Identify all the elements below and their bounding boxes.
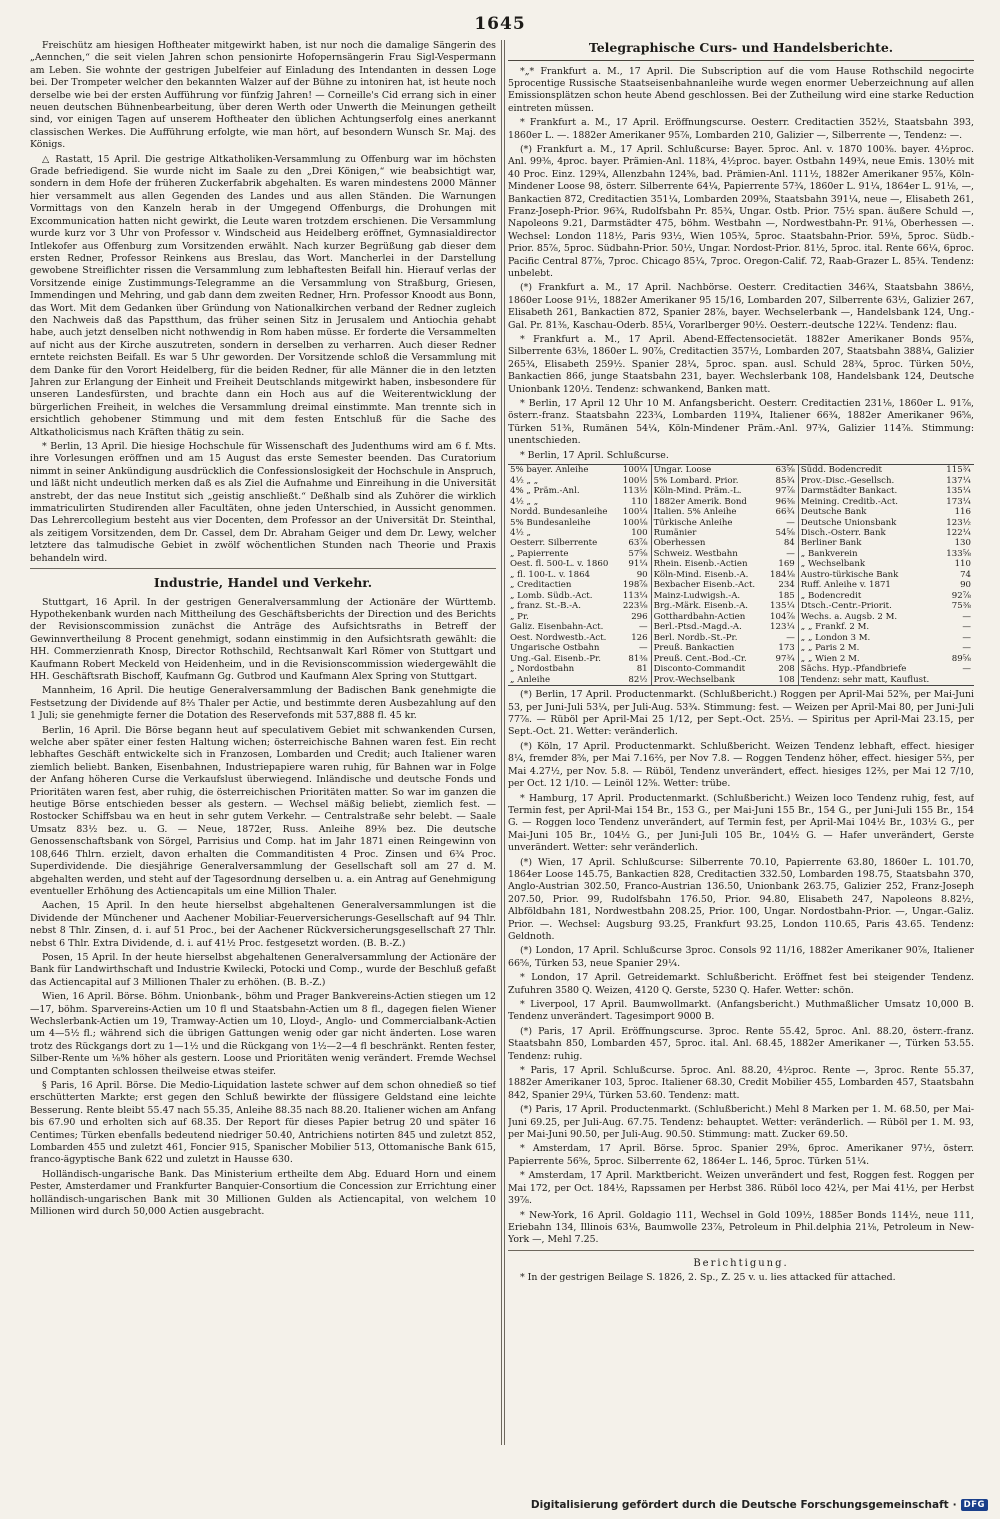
kurs-name: Deutsche Bank [800, 507, 867, 518]
kurs-name: Ungarische Ostbahn [510, 643, 600, 654]
article-paragraph: Mannheim, 16 April. Die heutige Generalversammlung der Badischen Bank genehmigte die Festsetzung der Dividende auf 8⅔ Thaler per Actie, und bestimmte deren Ausbezahlung auf den 1 Juli; sie genehmigte ferner die Dotation des Reservefonds mit 537,888 fl. 45 kr. [30, 685, 496, 722]
kurs-value: 123½ [946, 517, 971, 528]
kurs-name: Disch.-Österr. Bank [800, 528, 886, 538]
kurs-name: Meining. Creditb.-Act. [800, 496, 899, 507]
kurs-value: 185 [766, 591, 799, 601]
kurs-value: 90 [618, 570, 651, 580]
kurs-value: 110 [618, 497, 651, 507]
kurs-value: 108 [766, 675, 799, 686]
kurs-name: „ Pr. [510, 611, 529, 622]
report-paragraph: * Hamburg, 17 April. Productenmarkt. (Schlußbericht.) Weizen loco Tendenz ruhig, fest, auf Termin fest, per April-Mai 154 Br., 153 G., per Mai-Juni 155 Br., 154 G., per Juni-Juli 155 Br., 154 G. — Roggen loco Tendenz unverändert, auf Termin fest, per April-Mai 104½ Br., 103½ G., per Mai-Juni 105 Br., 104½ G., per Juni-Juli 105 Br., 104½ G. — Hafer unverändert, Gerste unverändert. Wetter: sehr veränderlich. [508, 792, 974, 854]
kurs-row [508, 486, 974, 496]
kurs-name: „ Creditactien [510, 580, 572, 591]
kurs-value: 100¼ [618, 507, 651, 517]
kurs-name: Disconto-Commandit [653, 664, 746, 675]
report-paragraph: * Amsterdam, 17 April. Marktbericht. Weizen unverändert und fest, Roggen fest. Roggen per Mai 172, per Oct. 184½, Rapssamen per Herbst 386. Rüböl loco 42¼, per Mai 41½, per Herbst 39⅞. [508, 1170, 974, 1207]
kurs-value: 74 [960, 569, 971, 580]
kurs-value: 104⅞ [766, 612, 799, 622]
kurs-name: „ Nordostbahn [510, 664, 575, 675]
report-paragraph: (*) Wien, 17 April. Schlußcurse: Silberrente 70.10, Papierrente 63.80, 1860er L. 101.70, 1864er Loose 145.75, Bankactien 828, Creditactien 332.50, Lombarden 198.75, Staatsbahn 370, Anglo-Austrian 302.50, Franco-Austrian 136.50, Unionbank 263.75, Galizier 252, Franz-Joseph 207.50, Prior. 99, Rudolfsbahn 176.50, Prior. 94.80, Elisabeth 247, Napoleons 8.82½, Albföldbahn 181, Nordwestbahn 208.25, Prior. 100, Ungar. Nordostbahn-Prior. —, Ungar.-Galiz. Prior. —. Wechsel: Augsburg 93.25, Frankfurt 93.25, London 110.65, Paris 43.65. Tendenz: Geldnoth. [508, 856, 974, 942]
kurs-name: Prov.-Wechselbank [653, 674, 735, 685]
kurs-name: Berl. Nordb.-St.-Pr. [653, 632, 738, 643]
kurs-name: „ „ Wien 2 M. [800, 653, 860, 664]
kurs-value: 113¼ [618, 591, 651, 601]
article-paragraph: Holländisch-ungarische Bank. Das Ministerium ertheilte dem Abg. Eduard Horn und einem Pester, Amsterdamer und Frankfurter Banquier-Consortium die Concession zur Errichtung einer holländisch-ungarischen Bank mit 30 Millionen Gulden als Actiencapital, von welchem 10 Millionen wird durch 50,000 Actien ausgebracht. [30, 1168, 496, 1218]
kurs-value: 100⅛ [618, 518, 651, 528]
footer: Digitalisierung gefördert durch die Deutsche Forschungsgemeinschaft · DFG [531, 1499, 988, 1511]
kurs-row [508, 675, 974, 686]
kurs-name: Köln-Mind. Eisenb.-A. [653, 569, 749, 580]
kurs-value: 91¼ [618, 559, 651, 569]
kurs-name: 4½ „ „ [510, 475, 539, 486]
report-paragraph: (*) Paris, 17 April. Productenmarkt. (Schlußbericht.) Mehl 8 Marken per 1. M. 68.50, per Mai-Juni 69.25, per Juli-Aug. 67.75. Tendenz: behauptet. Wetter: veränderlich. — Rüböl per 1. M. 93, per Mai-Juni 90.50, per Juli-Aug. 90.50. Stimmung: matt. Zucker 69.50. [508, 1104, 974, 1141]
kurs-name: 4% „ Präm.-Anl. [510, 486, 580, 497]
kurs-value: 296 [618, 612, 651, 622]
kurs-name: 5% Bundesanleihe [510, 517, 591, 528]
kurs-value: 115¾ [946, 465, 971, 476]
report-paragraph: * Frankfurt a. M., 17 April. Abend-Effectensocietät. 1882er Amerikaner Bonds 95⅞, Silberrente 63⅛, 1860er L. 90⅞, Creditactien 357½, Lombarden 207, Staatsbahn 388¼, Galizier 265¾, Elisabeth 259½. Spanier 28¼, 5proc. span. ausl. Schuld 28¾, 5proc. Türken 50½, Bankactien 866, junge Staatsbahn 231, bayer. Wechslerbank 108, Handelsbank 124, Deutsche Unionbank 120½. Tendenz: schwankend, Banken matt. [508, 334, 974, 395]
kurs-value: 223⅛ [618, 601, 651, 611]
kurs-value: 97¾ [766, 654, 799, 664]
kurs-name: „ „ Paris 2 M. [800, 643, 860, 654]
kurs-value: — [618, 622, 651, 632]
kurs-value [942, 675, 974, 686]
report-paragraph: * Frankfurt a. M., 17 April. Eröffnungscurse. Oesterr. Creditactien 352½, Staatsbahn 393, 1860er L. —. 1882er Amerikaner 95⅞, Lombarden 210, Galizier —, Silberrente —, Tendenz: —. [508, 117, 974, 141]
kurs-value: 92⅞ [951, 590, 971, 601]
kurs-name: Brg.-Märk. Eisenb.-A. [653, 601, 749, 612]
kurs-name: Sächs. Hyp.-Pfandbriefe [800, 664, 907, 675]
article-paragraph: Aachen, 15 April. In den heute hierselbst abgehaltenen Generalversammlungen ist die Dividende der Münchener und Aachener Mobiliar-Feuerversicherungs-Gesellschaft auf 94 Thlr. nebst 8 Thlr. Zinsen, d. i. auf 51 Proc., bei der Aachener Rückversicherungsgesellschaft 27 Thlr. nebst 6 Thlr. Extra Dividende, d. i. auf 41½ Proc. festgesetzt worden. (B. B.-Z.) [30, 900, 496, 949]
kurs-row [508, 549, 974, 559]
kurs-name: Austro-türkische Bank [800, 569, 899, 580]
kurs-name: Prov.-Disc.-Gesellsch. [800, 475, 895, 486]
kurs-name: Berliner Bank [800, 538, 862, 549]
kurs-row [508, 497, 974, 507]
kurs-value: 184⅛ [766, 570, 799, 580]
kurs-name: „ Wechselbank [800, 559, 866, 570]
kurs-value: — [962, 632, 971, 643]
kurs-row [508, 664, 974, 674]
kurs-value: 234 [766, 580, 799, 590]
kurs-name: Tendenz: sehr matt, Kauflust. [800, 674, 930, 685]
kurs-name: Gotthardbahn-Actien [653, 611, 746, 622]
kurs-name: „ fl. 100-L. v. 1864 [510, 569, 591, 580]
article-paragraph: Stuttgart, 16 April. In der gestrigen Generalversammlung der Actionäre der Württemb. Hypothekenbank wurden nach Mittheilung des Geschäftsberichts der Direction und des Berichts der Revisionscommission zunächst die Anträge des Aufsichtsraths in Betreff der Gewinnvertheilung 8 Procent genehmigt, sodann einstimmig in den Aufsichtsrath gewählt: die HH. Commerzienrath Knosp, Director Rothschild, Rechtsanwalt Karl Römer von Stuttgart und Kaufmann Robert Meckeld von Heidenheim, und in die Revisionscommission wiedergewählt die HH. Geschäftsrath Bischoff, Kaufmann Gg. Gutbrod und Kaufmann Alex Spring von Stuttgart. [30, 596, 496, 682]
kurs-value: — [618, 643, 651, 653]
kurs-name: Ungar. Loose [653, 465, 712, 476]
kurs-name: 5% bayer. Anleihe [510, 465, 589, 476]
kurs-value: 110 [954, 559, 971, 570]
kurs-row [508, 622, 974, 632]
article-paragraph: Wien, 16 April. Börse. Böhm. Unionbank-, böhm und Prager Bankvereins-Actien stiegen um 12—17, böhm. Sparvereins-Actien um 10 fl und Staatsbahn-Actien um 8 fl., dagegen fielen Wiener Wechslerbank-Actien um 19, Tramway-Actien um 10, Lloyd-, Anglo- und Commercialbank-Actien um 4—5½ fl.; während sich die übrigen Gattungen wenig oder gar nicht änderten. Lose waren trotz des Rückgangs dort zu 1—1½ und die Rückgang von 1½—2—4 fl beschränkt. Renten fester, Silber-Rente um ⅛% höher als gestern. Loose und Prioritäten wenig verändert. Fremde Wechsel und Comptanten schlossen theilweise etwas steifer. [30, 991, 496, 1077]
report-paragraph: (*) Paris, 17 April. Eröffnungscurse. 3proc. Rente 55.42, 5proc. Anl. 88.20, österr.-franz. Staatsbahn 850, Lombarden 457, 5proc. ital. Anl. 68.45, 1882er Amerikaner —, Türken 53.55. Tendenz: ruhig. [508, 1025, 974, 1062]
kurs-name: Köln-Mind. Präm.-L. [653, 486, 742, 497]
kurs-name: Berl.-Ptsd.-Magd.-A. [653, 622, 742, 633]
kurs-row [508, 476, 974, 486]
kurs-name: „ Anleihe [510, 674, 551, 685]
article-paragraph: △ Rastatt, 15 April. Die gestrige Altkatholiken-Versammlung zu Offenburg war im höchsten Grade befriedigend. Sie wurde nicht im Saale zu den „Drei Königen,“ wie beabsichtigt war, sondern in dem Hofe der früheren Zuckerfabrik abgehalten. Es waren mindestens 2000 Männer hier versammelt aus allen Gegenden des Landes und aus allen Ständen. Die Warnungen Vormittags von den Kanzeln herab in der Umgegend Offenburgs, die Drohungen mit Excommunication hatten nicht gewirkt, die Leute waren trotzdem erschienen. Die Versammlung wurde kurz vor 3 Uhr von Professor v. Windscheid aus Heidelberg eröffnet, Gymnasialdirector Intlekofer aus Offenburg zum Vorsitzenden erwählt. Nach kurzer Begrüßung gab dieser dem ersten Redner, Professor Reinkens aus Breslau, das Wort. Mancherlei in der Darstellung gewobene Streiflichter rissen die Versammlung zum lebhaftesten Beifall hin. Hierauf verlas der Vorsitzende einige Zustimmungs-Telegramme an die Versammlung von Straßburg, Griesen, Immendingen und Mehring, und gab dann dem zweiten Redner, Hrn. Professor Knoodt aus Bonn, das Wort. Mit dem Gedanken über Gründung von Nationalkirchen verband der Redner zugleich den Nachweis daß das Papstthum, das früher seinen Sitz in Jerusalem und Antiochia gehabt habe, auch jetzt denselben nicht nothwendig in Rom haben müsse. Er forderte die Versammelten auf nicht aus der Kirche auszutreten, sondern in derselben zu verharren. Auch dieser Redner erntete reichsten Beifall. Es war 5 Uhr geworden. Der Vorsitzende schloß die Versammlung mit dem Danke für den Vorort Heidelberg, für die beiden Redner, für alle Männer die in den letzten Jahren zur Erlangung der Einheit und Freiheit Deutschlands mitgewirkt haben, insbesondere für unseren Landesfürsten, und brachte dann ein Hoch aus auf die Weiterentwicklung der bürgerlichen Freiheit, in welches die Versammlung dreimal einstimmte. Man trennte sich in ersichtlich gehobener Stimmung und mit dem festen Entschluß für die Sache des Altkatholicismus nach Kräften thätig zu sein. [30, 153, 496, 438]
kurs-name: Ruff. Anleihe v. 1871 [800, 580, 891, 591]
kurs-name: Darmstädter Bankact. [800, 486, 898, 497]
kurs-value: 85¾ [766, 476, 799, 486]
page-number: 1645 [474, 14, 526, 34]
report-paragraph: (*) Frankfurt a. M., 17 April. Schlußcurse: Bayer. 5proc. Anl. v. 1870 100⅜. bayer. 4½proc. Anl. 99⅜, 4proc. bayer. Prämien-Anl. 118¾, 4½proc. bayer. Ostbahn 149¾, neue Emis. 130½ mit 40 Proc. Einz. 129¾, Allenzbahn 124⅝, bad. Prämien-Anl. 111½, 1882er Amerikaner 95⅞, Köln-Mindener Loose 98, österr. Silberrente 64¼, Papierrente 57¾, 1860er L. 91¼, 1864er L. 91⅛, —, Bankactien 872, Creditactien 351¼, Lombarden 209⅝, Staatsbahn 391¼, neue —, Elisabeth 261, Franz-Joseph-Prior. 96¾, Rudolfsbahn Pr. 85¾, Ungar. Ostb. Prior. 75½ span. äußere Schuld —, Napoleons 9.21, Darmstädter 475, böhm. Westbahn —, Nordwestbahn-Pr. 91⅛, Oberhessen —. Wechsel: London 118½, Paris 93½, Wien 105¾, 5proc. Staatsbahn-Prior. 59⅛, 5proc. Südb.-Prior. 85⅞, 5proc. Südbahn-Prior. 50½, Ungar. Nordost-Prior. 81½, 5proc. ital. Rente 66¼, 6proc. Pacific Central 87⅞, 7proc. Chicago 85¼, 7proc. Oregon-Calif. 72, Raab-Grazer L. 85¾. Tendenz: unbelebt. [508, 143, 974, 279]
kurs-value: 97⅞ [766, 486, 799, 496]
kurs-row [508, 612, 974, 622]
kurs-value: 137¼ [946, 475, 971, 486]
kurs-name: „ franz. St.-B.-A. [510, 601, 581, 612]
kurs-value: — [962, 611, 971, 622]
kurs-name: Oest. Nordwestb.-Act. [510, 632, 607, 643]
kurs-value: 208 [766, 664, 799, 674]
kurs-name: Bexbacher Eisenb.-Act. [653, 580, 756, 591]
kurs-value: 75⅜ [951, 601, 971, 612]
kurs-value: — [962, 643, 971, 654]
kurs-value: 135¼ [946, 486, 971, 497]
kurs-value: — [962, 622, 971, 633]
kurs-value: 116 [954, 507, 971, 518]
section-heading: Industrie, Handel und Verkehr. [153, 575, 373, 591]
kurs-value: 135¼ [766, 601, 799, 611]
kurs-value: 173¼ [946, 496, 971, 507]
kurs-name: Türkische Anleihe [653, 517, 733, 528]
kurs-row [508, 643, 974, 653]
article-paragraph: * Berlin, 13 April. Die hiesige Hochschule für Wissenschaft des Judenthums wird am 6 f. Mts. ihre Vorlesungen eröffnen und am 15 August das erste Semester beenden. Das Curatorium nimmt in seiner Ankündigung ausdrücklich die Confessionslosigkeit der Hochschule in Anspruch, und läßt nicht undeutlich merken daß es als Ziel die Aufnahme und Einreihung in die Universität anstrebt, der das neue Institut sich „geistig anschließt.“ Deßhalb sind als Zuhörer die wirklich immatriculirten Studirenden aller Facultäten, ohne jeden Unterschied, in Aussicht genommen. Das Lehrercollegium besteht aus vier Docenten, dem Professor an der Universität Dr. Steinthal, als zeitigem Vorsitzenden, dem Dr. Cassel, dem Dr. Abraham Geiger und dem Dr. Lewy, welcher letztere das talmudische Gebiet in zwölf wöchentlichen Stunden nach Theorie und Praxis behandeln wird. [30, 441, 496, 564]
kurs-value: 122¼ [946, 528, 971, 538]
kurs-value: 90 [960, 580, 971, 591]
kurs-row [508, 528, 974, 538]
dfg-logo: DFG [961, 1499, 988, 1511]
article-paragraph: Posen, 15 April. In der heute hierselbst abgehaltenen Generalversammlung der Actionäre der Bank für Landwirthschaft und Industrie Kwilecki, Potocki und Comp., wurde der Beschluß gefaßt das Actiencapital auf 3 Millionen Thaler zu erhöhen. (B. B.-Z.) [30, 951, 496, 988]
article-paragraph: Freischütz am hiesigen Hoftheater mitgewirkt haben, ist nur noch die damalige Sängerin des „Aennchen,“ die seit vielen Jahren schon pensionirte Hofopernsängerin Frau Sigl-Vespermann am Leben. Sie wohnte der gestrigen Jubelfeier auf Einladung des Intendanten in dessen Loge bei. Der Trompeter welcher den bekannten Walzer auf der Bühne zu intoniren hat, ist heute noch derselbe wie bei der ersten Aufführung vor fünfzig Jahren! — Corneille's Cid errang sich in einer neuen deutschen Bühnenbearbeitung, über deren Werth oder Unwerth die Meinungen getheilt sind, vor einigen Tagen auf unserem Hoftheater den üblichen Achtungserfolg eines anerkannt classischen Werkes. Die Aufführung erfolgte, wie man hört, auf besondern Wunsch Sr. Maj. des Königs. [30, 40, 496, 151]
kurs-name: „ Bodencredit [800, 590, 862, 601]
kurs-value: — [962, 664, 971, 675]
kurs-value: 66¾ [766, 507, 799, 517]
kurs-name: 1882er Amerik. Bond [653, 496, 747, 507]
kurs-name: „ „ London 3 M. [800, 632, 871, 643]
divider [30, 568, 496, 569]
kurs-name: Rhein. Eisenb.-Actien [653, 559, 748, 570]
kurs-value: 123¼ [766, 622, 799, 632]
correction-heading: Berichtigung. [693, 1257, 789, 1269]
kurs-value: 63⅞ [618, 538, 651, 548]
kurs-value: 81 [618, 664, 651, 674]
report-paragraph: (*) Frankfurt a. M., 17 April. Nachbörse. Oesterr. Creditactien 346¾, Staatsbahn 386½, 1860er Loose 91½, 1882er Amerikaner 95 15/16, Lombarden 207, Silberrente 63½, Galizier 267, Elisabeth 261, Bankactien 872, Spanier 28⅞, bayer. Wechselerbank —, Handelsbank 124, Ung.-Gal. Pr. 81⅜, Kaschau-Oderb. 85¼, Vorarlberger 90½. Oesterr.-deutsche 122¼. Tendenz: flau. [508, 282, 974, 331]
report-paragraph: * Berlin, 17 April 12 Uhr 10 M. Anfangsbericht. Oesterr. Creditactien 231⅛, 1860er L. 91⅞, österr.-franz. Staatsbahn 223¾, Lombarden 119¾, Italiener 66¾, 1882er Amerikaner 96⅝, Türken 51⅜, Rumänen 54¼, Köln-Mindener Präm.-Anl. 97¾, Galizier 114⅞. Stimmung: unentschieden. [508, 398, 974, 447]
kurs-value: 82½ [618, 675, 651, 686]
kurs-name: Südd. Bodencredit [800, 465, 882, 476]
kurs-value: 63⅝ [766, 465, 799, 476]
footer-text: Digitalisierung gefördert durch die Deutsche Forschungsgemeinschaft [530, 1499, 949, 1511]
kurs-name: 5% Lombard. Prior. [653, 475, 739, 486]
kurs-name: Preuß. Bankactien [653, 643, 735, 654]
kurs-row [508, 601, 974, 611]
kurs-row [508, 570, 974, 580]
kurs-value: 130 [954, 538, 971, 549]
report-paragraph: * New-York, 16 April. Goldagio 111, Wechsel in Gold 109½, 1885er Bonds 114½, neue 111, Eriebahn 134, Illinois 63⅛, Baumwolle 23⅞, Petroleum in Phil.delphia 21⅛, Petroleum in New-York —, Mehl 7.25. [508, 1209, 974, 1246]
kurs-name: Oesterr. Silberrente [510, 538, 598, 549]
kurs-row [508, 559, 974, 569]
right-column [508, 40, 974, 1450]
kurs-value: — [766, 518, 799, 528]
report-paragraph: * Amsterdam, 17 April. Börse. 5proc. Spanier 29⅝, 6proc. Amerikaner 97½, österr. Papierrente 56⅝, 5proc. Silberrente 62, 1864er L. 146, 5proc. Türken 51¼. [508, 1143, 974, 1167]
kurs-table-title: * Berlin, 17 April. Schlußcurse. [520, 449, 669, 461]
kurs-value: 126 [618, 633, 651, 643]
kurs-value: 96⅜ [766, 497, 799, 507]
kurs-value: — [766, 633, 799, 643]
kurs-name: Nordd. Bundesanleihe [510, 507, 608, 518]
kurs-value: — [766, 549, 799, 559]
article-paragraph: Berlin, 16 April. Die Börse begann heut auf speculativem Gebiet mit schwankenden Cursen, welche aber später einer festen Haltung wichen; österreichische Bahnen waren fest. Ein recht lebhaftes Geschäft entwickelte sich in Franzosen, Lombarden und Credit; auch Italiener waren ziemlich beliebt. Banken, Eisenbahnen, Industriepapiere waren ruhig, für Bahnen war in Folge der Anfang höheren Curse die Verkaufslust überwiegend. Inländische und deutsche Fonds und Prioritäten waren fest, aber ruhig, die österreichischen Prioritäten matter. So war im ganzen die heutige Börse entschieden besser als gestern. — Wechsel mäßig beliebt, ziemlich fest. — Rostocker Schiffsbau wa en heut in sehr gutem Verkehr. — Centralstraße sehr belebt. — Saale Umsatz 83½ bez. u. G. — Neue, 1872er, Russ. Anleihe 89⅜ bez. Die deutsche Genossenschaftsbank von Sörgel, Parrisius und Comp. hat im Jahr 1871 einen Reingewinn von 108,646 Thlrn. erzielt, davon erhalten die Commanditisten 4 Proc. Zinsen und 6¾ Proc. Superdividende. Die diesjährige Generalversammlung der Gesellschaft soll am 27 d. M. abgehalten werden, und steht auf der Tagesordnung derselben u. a. ein Antrag auf Genehmigung eventueller Erhöhung des Actiencapitals um eine Million Thaler. [30, 724, 496, 897]
kurs-row [508, 654, 974, 664]
kurs-name: Oest. fl. 500-L. v. 1860 [510, 559, 609, 570]
kurs-name: „ Papierrente [510, 548, 569, 559]
kurs-value: 173 [766, 643, 799, 653]
report-paragraph: * London, 17 April. Getreidemarkt. Schlußbericht. Eröffnet fest bei steigender Tendenz. Zufuhren 3580 Q. Weizen, 4120 Q. Gerste, 5230 Q. Hafer. Wetter: schön. [508, 972, 974, 996]
kurs-row [508, 465, 974, 476]
report-paragraph: * Liverpool, 17 April. Baumwollmarkt. (Anfangsbericht.) Muthmaßlicher Umsatz 10,000 B. Tendenz unverändert. Tagesimport 9000 B. [508, 999, 974, 1023]
correction-text: * In der gestrigen Beilage S. 1826, 2. Sp., Z. 25 v. u. lies attacked für attached. [520, 1271, 896, 1283]
report-paragraph: (*) Berlin, 17 April. Productenmarkt. (Schlußbericht.) Roggen per April-Mai 52⅝, per Mai-Juni 53, per Juni-Juli 53¼, per Juli-Aug. 53¾. Stimmung: fest. — Weizen per April-Mai 80, per Juni-Juli 77⅞. — Rüböl per April-Mai 25 1/12, per Sept.-Oct. 25⅓. — Spiritus per April-Mai 23.15, per Sept.-Oct. 21. Wetter: veränderlich. [508, 689, 974, 738]
kurs-value: 54⅝ [766, 528, 799, 538]
kurs-name: Preuß. Cent.-Bod.-Cr. [653, 653, 747, 664]
kurs-name: „ „ Frankf. 2 M. [800, 622, 870, 633]
article-paragraph: § Paris, 16 April. Börse. Die Medio-Liquidation lastete schwer auf dem schon ohnedieß so tief erschütterten Markte; erst gegen den Schluß bewirkte der flüssigere Geldstand eine leichte Besserung. Rente bleibt 55.47 nach 55.35, Anleihe 88.35 nach 88.20. Italiener wichen am Anfang bis 67.90 und erholten sich auf 68.35. Der Report für dieses Papier betrug 20 und später 16 Centimes; Türken ebenfalls bedeutend niedriger 50.40, Antrichiens notirten 845 und zuletzt 852, Lombarden 455 und zuletzt 461, Foncier 915, Spanischer Mobilier 513, Ottomanische Bank 615, franco-ägyptische Bank 622 und zuletzt in Hausse 630. [30, 1080, 496, 1166]
kurs-row [508, 507, 974, 517]
report-paragraph: *„* Frankfurt a. M., 17 April. Die Subscription auf die vom Hause Rothschild negocirte 5procentige Russische Staatseisenbahnanleihe wurde wegen enormer Ueberzeichnung auf allen Emissionsplätzen schon heute Abend geschlossen. Bei der Zutheilung wird eine starke Reduction eintreten müssen. [508, 65, 974, 114]
kurs-row [508, 633, 974, 643]
kurs-value: 169 [766, 559, 799, 569]
kurs-name: Dtsch.-Centr.-Priorit. [800, 601, 892, 612]
kurs-value: 113½ [618, 486, 651, 496]
kurs-name: Rumänier [653, 528, 697, 538]
kurs-row [508, 591, 974, 601]
kurs-value: 198⅞ [618, 580, 651, 590]
kurs-name: Ung.-Gal. Eisenb.-Pr. [510, 653, 601, 664]
kurs-row [508, 580, 974, 590]
kurs-value: 57⅝ [618, 549, 651, 559]
kurs-name: 4½ „ „ [510, 496, 539, 507]
report-paragraph: (*) Köln, 17 April. Productenmarkt. Schlußbericht. Weizen Tendenz lebhaft, effect. hiesiger 8¼, fremder 8⅝, per Mai 7.16⅔, per Nov 7.8. — Roggen Tendenz höher, effect. hiesiger 5⅔, per Mai 4.27½, per Nov. 5.8. — Rüböl, Tendenz unverändert, effect. hiesiges 12⅔, per Mai 12 7/10, per Oct. 12 1/10. — Leinöl 12⅝. Wetter: trübe. [508, 740, 974, 790]
kurs-name: „ Lomb. Südb.-Act. [510, 590, 593, 601]
column-rule [504, 40, 505, 1445]
kurs-row [508, 518, 974, 528]
kurs-name: „ Bankverein [800, 548, 858, 559]
divider [508, 1250, 974, 1251]
kurs-value: 100 [618, 528, 651, 538]
column-rule [501, 40, 502, 1445]
kurs-value: 100½ [618, 476, 651, 486]
kurs-name: Galiz. Eisenbahn-Act. [510, 622, 604, 633]
kurs-value: 89⅝ [951, 653, 971, 664]
kurs-name: Wechs. a. Augsb. 2 M. [800, 611, 898, 622]
kurs-value: 84 [766, 538, 799, 548]
section-heading: Telegraphische Curs- und Handelsberichte. [508, 40, 974, 61]
kurs-name: Mainz-Ludwigsh.-A. [653, 590, 741, 601]
kurs-name: Oberhessen [653, 538, 706, 549]
report-paragraph: (*) London, 17 April. Schlußcurse 3proc. Consols 92 11/16, 1882er Amerikaner 90⅞, Italiener 66⅝, Türken 53, neue Spanier 29¼. [508, 945, 974, 969]
kurs-row [508, 538, 974, 548]
kurs-value: 81⅜ [618, 654, 651, 664]
kurs-value: 133⅝ [946, 548, 971, 559]
kurs-value: 100¼ [618, 465, 651, 476]
report-paragraph: * Paris, 17 April. Schlußcurse. 5proc. Anl. 88.20, 4½proc. Rente —, 3proc. Rente 55.37, 1882er Amerikaner 103, 5proc. Italiener 68.30, Credit Mobilier 455, Lombarden 457, Staatsbahn 842, Spanier 29¼, Türken 53.60. Tendenz: matt. [508, 1065, 974, 1101]
left-column [30, 40, 496, 1450]
kurs-table [508, 464, 974, 686]
kurs-name: 4½ „ [510, 528, 531, 538]
kurs-name: Schweiz. Westbahn [653, 548, 738, 559]
kurs-name: Italien. 5% Anleihe [653, 507, 737, 518]
kurs-name: Deutsche Unionsbank [800, 517, 897, 528]
